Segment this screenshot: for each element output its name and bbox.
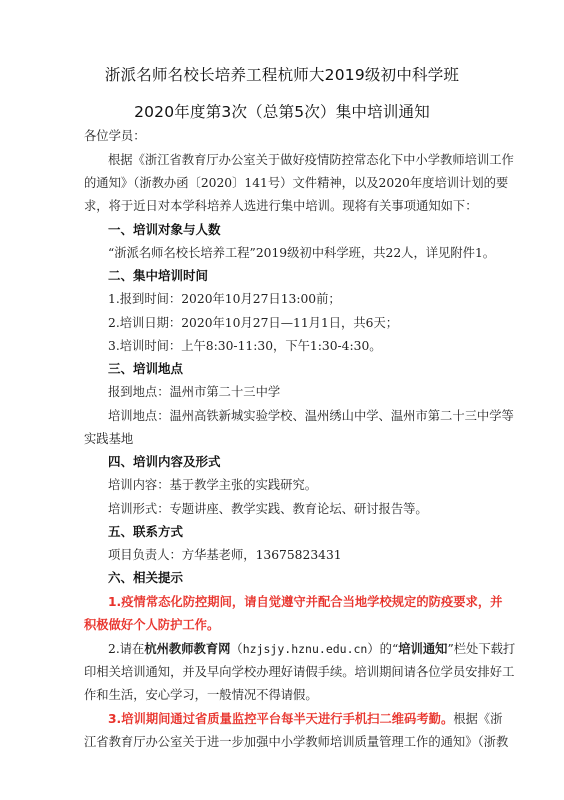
schedule-item: 2.培训日期：2020年10月27日—11月1日，共6天； [108,316,399,330]
notice-2-text: ”栏处下载打 [447,642,516,656]
section-heading-6: 六、相关提示 [108,570,184,585]
notice-2-text: （ [230,642,243,656]
notice-2-line3: 作和生活，安心学习，一般情况不得请假。 [84,688,318,702]
contact-info: 项目负责人：方华基老师，13675823431 [108,548,342,562]
schedule-item: 3.培训时间：上午8:30-11:30，下午1:30-4:30。 [108,339,382,353]
intro-line: 的通知》（浙教办函〔2020〕141号）文件精神，以及2020年度培训计划的要 [84,176,509,190]
training-notice-column: 培训通知 [398,642,448,656]
intro-line: 根据《浙江省教育厅办公室关于做好疫情防控常态化下中小学教师培训工作 [108,153,514,167]
notice-3-highlight: 3.培训期间通过省质量监控平台每半天进行手机扫二维码考勤。 [108,712,454,726]
training-location: 培训地点：温州高铁新城实验学校、温州绣山中学、温州市第二十三中学等 [108,409,514,423]
document-title-line2: 2020年度第3次（总第5次）集中培训通知 [134,103,430,121]
notice-2-text: ）的“ [367,642,399,656]
document-title-line1: 浙派名师名校长培养工程杭师大2019级初中科学班 [104,66,460,84]
intro-line: 求，将于近日对本学科培养人选进行集中培训。现将有关事项通知如下： [84,199,478,213]
notice-1-line2: 积极做好个人防护工作。 [84,618,220,632]
notice-1-line1: 1.疫情常态化防控期间，请自觉遵守并配合当地学校规定的防疫要求，并 [108,595,503,609]
section-heading-4: 四、培训内容及形式 [108,454,221,469]
training-form: 培训形式：专题讲座、教学实践、教育论坛、研讨报告等。 [108,502,428,516]
section-heading-3: 三、培训地点 [108,361,184,376]
notice-3-text: 根据《浙 [453,712,503,726]
section-1-text: “浙派名师名校长培养工程”2019级初中科学班，共22人，详见附件1。 [108,246,496,260]
training-location-cont: 实践基地 [84,432,134,446]
notice-2-line2: 印相关培训通知，并及早向学校办理好请假手续。培训期间请各位学员安排好工 [84,665,515,679]
notice-2-line1 [108,641,516,657]
notice-2-text: 2.请在 [108,642,145,656]
training-content: 培训内容：基于教学主张的实践研究。 [108,478,318,492]
section-heading-5: 五、联系方式 [108,524,184,539]
website-name-link[interactable]: 杭州教师教育网 [144,642,231,656]
website-url-link[interactable]: hzjsjy.hznu.edu.cn [242,642,368,656]
report-location: 报到地点：温州市第二十三中学 [108,385,281,399]
section-heading-2: 二、集中培训时间 [108,268,209,283]
section-heading-1: 一、培训对象与人数 [108,222,221,237]
notice-3-line2: 江省教育厅办公室关于进一步加强中小学教师培训质量管理工作的通知》（浙教 [84,735,509,749]
schedule-item: 1.报到时间：2020年10月27日13:00前； [108,292,341,306]
greeting: 各位学员： [84,129,146,143]
notice-3-line1 [108,711,508,727]
